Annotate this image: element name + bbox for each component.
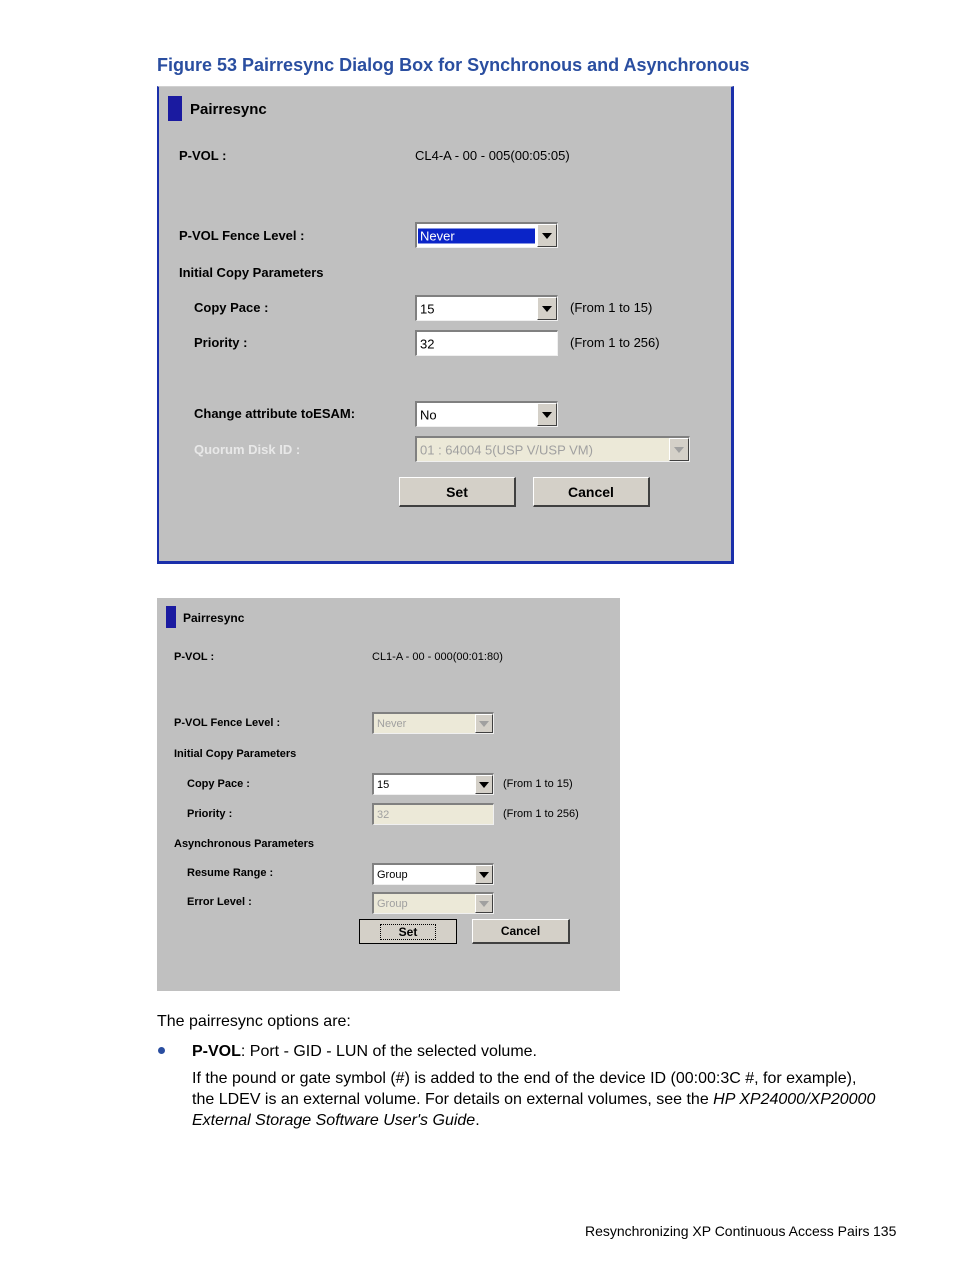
- esam-select[interactable]: [415, 401, 558, 427]
- copy-pace-value: 15: [420, 301, 435, 316]
- para-line-1: If the pound or gate symbol (#) is added to the end of the device ID (00:00:3C #, for example),: [192, 1070, 857, 1087]
- dropdown-arrow-icon: [475, 894, 493, 913]
- cancel-button[interactable]: [472, 919, 570, 944]
- pvol-value: CL1-A - 00 - 000(00:01:80): [372, 651, 503, 663]
- priority-input: [372, 803, 494, 825]
- resume-range-value: Group: [377, 868, 408, 881]
- priority-label: Priority :: [187, 808, 233, 820]
- para-line-2-text: the LDEV is an external volume. For details on external volumes, see the: [192, 1091, 714, 1108]
- dropdown-arrow-icon: [669, 438, 689, 461]
- cancel-button-label: Cancel: [500, 924, 541, 938]
- title-bar-marker: [168, 96, 182, 121]
- initial-copy-heading: Initial Copy Parameters: [174, 748, 297, 760]
- resume-range-label: Resume Range :: [187, 867, 274, 879]
- copy-pace-value: 15: [377, 778, 390, 791]
- priority-range: (From 1 to 256): [570, 335, 660, 350]
- priority-value: 32: [377, 808, 390, 821]
- page-number: 135: [873, 1223, 897, 1239]
- initial-copy-heading: Initial Copy Parameters: [179, 265, 324, 280]
- fence-level-select: [372, 712, 494, 734]
- set-button-label: Set: [446, 483, 468, 500]
- priority-range: (From 1 to 256): [503, 808, 579, 820]
- fence-level-label: P-VOL Fence Level :: [179, 228, 305, 243]
- esam-label: Change attribute toESAM:: [194, 406, 356, 421]
- bullet-text: : Port - GID - LUN of the selected volume.: [240, 1043, 537, 1060]
- dropdown-arrow-icon[interactable]: [475, 775, 493, 794]
- set-button[interactable]: [399, 477, 516, 507]
- copy-pace-range: (From 1 to 15): [570, 300, 653, 315]
- dropdown-arrow-icon[interactable]: [537, 224, 557, 247]
- error-level-value: Group: [377, 897, 408, 910]
- cancel-button-label: Cancel: [568, 483, 614, 500]
- set-button-label: Set: [381, 925, 436, 939]
- pairresync-dialog-async: [157, 598, 620, 991]
- guide-title-part2: External Storage Software User's Guide: [192, 1112, 476, 1129]
- pvol-label: P-VOL :: [179, 148, 227, 163]
- para-line-3-end: .: [475, 1112, 480, 1129]
- priority-value: 32: [420, 336, 435, 351]
- bullet-term: P-VOL: [192, 1043, 241, 1060]
- fence-level-value: Never: [377, 717, 407, 730]
- priority-input[interactable]: [415, 330, 558, 356]
- copy-pace-range: (From 1 to 15): [503, 778, 573, 790]
- quorum-select: [415, 436, 690, 462]
- bullet-item: [192, 1043, 537, 1061]
- bullet-icon: [158, 1047, 165, 1054]
- dialog-title: Pairresync: [183, 611, 245, 625]
- dropdown-arrow-icon: [475, 714, 493, 733]
- fence-level-value: Never: [418, 228, 535, 243]
- quorum-label: Quorum Disk ID :: [194, 442, 301, 457]
- error-level-select: [372, 892, 494, 914]
- fence-level-select[interactable]: [415, 222, 558, 248]
- guide-title-part1: HP XP24000/XP20000: [713, 1091, 876, 1108]
- resume-range-select[interactable]: [372, 863, 494, 885]
- dropdown-arrow-icon[interactable]: [475, 865, 493, 884]
- set-button[interactable]: [359, 919, 457, 944]
- pairresync-dialog-sync: [157, 86, 734, 564]
- dropdown-arrow-icon[interactable]: [537, 403, 557, 426]
- intro-text: The pairresync options are:: [157, 1013, 351, 1030]
- footer-section: Resynchronizing XP Continuous Access Pairs: [585, 1223, 870, 1239]
- para-line-3: [192, 1112, 480, 1130]
- title-bar-marker: [166, 606, 176, 628]
- pvol-label: P-VOL :: [174, 651, 215, 663]
- dialog-title: Pairresync: [190, 101, 267, 118]
- cancel-button[interactable]: [533, 477, 650, 507]
- copy-pace-select[interactable]: [372, 773, 494, 795]
- fence-level-label: P-VOL Fence Level :: [174, 717, 281, 729]
- pvol-value: CL4-A - 00 - 005(00:05:05): [415, 148, 570, 163]
- priority-label: Priority :: [194, 335, 248, 350]
- figure-caption: Figure 53 Pairresync Dialog Box for Synchronous and Asynchronous: [157, 55, 750, 75]
- async-params-heading: Asynchronous Parameters: [174, 838, 314, 850]
- esam-value: No: [420, 407, 437, 422]
- error-level-label: Error Level :: [187, 896, 252, 908]
- copy-pace-label: Copy Pace :: [194, 300, 269, 315]
- quorum-value: 01 : 64004 5(USP V/USP VM): [420, 442, 593, 457]
- dropdown-arrow-icon[interactable]: [537, 297, 557, 320]
- copy-pace-select[interactable]: [415, 295, 558, 321]
- para-line-2: [192, 1091, 875, 1109]
- copy-pace-label: Copy Pace :: [187, 778, 250, 790]
